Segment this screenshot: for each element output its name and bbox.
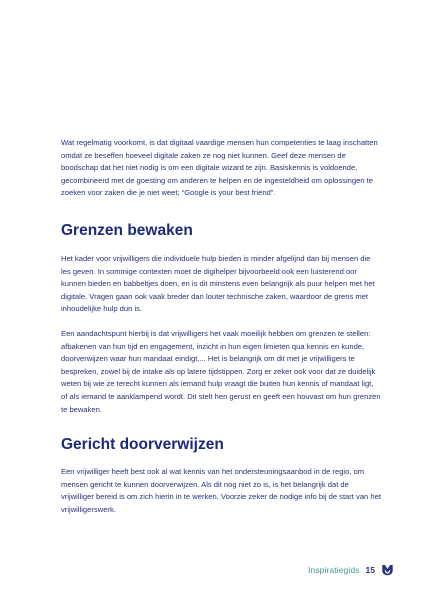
page-content bbox=[61, 137, 381, 516]
doorverwijzen-paragraph-1: Een vrijwilliger heeft best ook al wat kennis van het ondersteuningsaanbod in de regio, om mensen gericht te kunnen doorverwijzen. Als dit nog niet zo is, is het belangrijk dat de vrijwilliger bereid is om zich hierin in te werken. Voorzie zeker de nodige info bij de start van het vrijwilligerswerk. bbox=[61, 467, 381, 514]
page-number: 15 bbox=[365, 564, 375, 575]
grenzen-paragraph-1: Het kader voor vrijwilligers die individuele hulp bieden is minder afgelijnd dan bij mensen die les geven. In sommige contexten moet de digihelper bijvoorbeeld ook een luisterend oor kunnen bieden en babbeltjes doen, en is dit minstens even belangrijk als puur helpen met het digitale. Vragen gaan ook vaak breder dan louter technische zaken, waardoor de grens met inhoudelijke hulp dun is. bbox=[61, 253, 375, 314]
footer-label: Inspiratiegids bbox=[308, 564, 360, 575]
intro-paragraph: Wat regelmatig voorkomt, is dat digitaal vaardige mensen hun competenties te laag inschatten omdat ze beseffen hoeveel digitale zaken ze nog niet kunnen. Geef deze mensen de boodschap dat het niet nodig is om een digitale wizard te zijn. Basiskennis is voldoende, gecombineerd met de goesting om anderen te helpen en de ingesteldheid om oplossingen te zoeken voor zaken die je niet weet; “Google is your best friend”. bbox=[61, 138, 378, 198]
page-footer bbox=[308, 563, 394, 576]
grenzen-paragraph-2: Een aandachtspunt hierbij is dat vrijwilligers het vaak moeilijk hebben om grenzen te stellen: afbakenen van hun tijd en engagement, inzicht in hun eigen limieten qua kennis en kunde, doorverwijzen waar hun mandaat eindigt,... Het is belangrijk om dit met je vrijwilligers te bespreken, zowel bij de intake als op latere tijdstippen. Zorg er zeker ook voor dat ze duidelijk weten bij wie ze terecht kunnen als iemand hulp vraagt die buiten hun kennis of mandaat ligt, of als iemand te aanklampend wordt. Dit stelt hen gerust en geeft een houvast om hun grenzen te bewaken. bbox=[61, 328, 381, 414]
mediawijs-logo-icon bbox=[381, 563, 394, 576]
section-heading-doorverwijzen: Gericht doorverwijzen bbox=[61, 436, 224, 454]
section-heading-grenzen: Grenzen bewaken bbox=[61, 221, 193, 239]
